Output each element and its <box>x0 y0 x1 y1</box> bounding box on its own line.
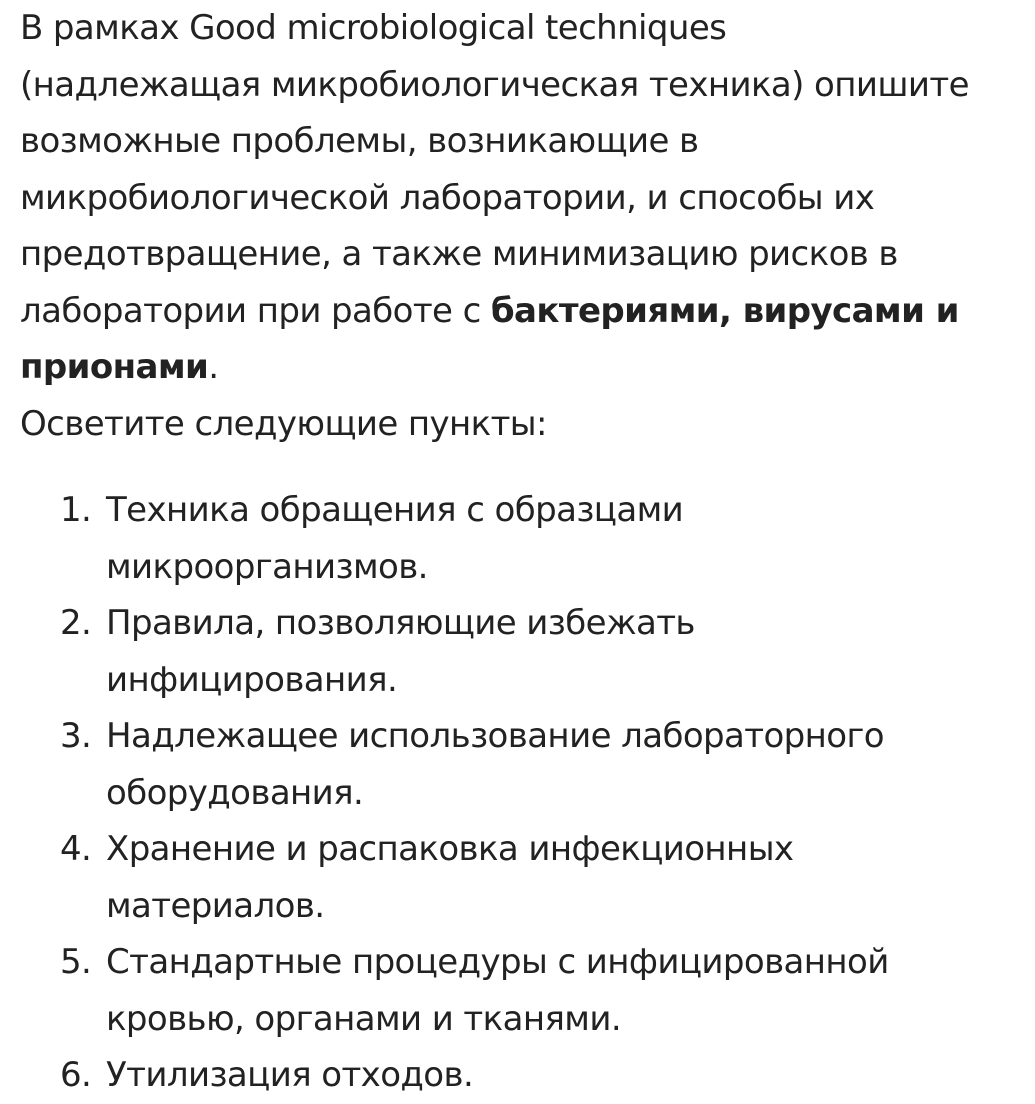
list-item-text: кровью, органами и тканями. <box>106 998 622 1039</box>
list-number: 4. <box>60 829 92 869</box>
task-paragraph <box>20 0 1025 396</box>
list-item <box>20 595 1025 708</box>
list-item <box>20 934 1025 1047</box>
list-number: 5. <box>60 942 92 982</box>
list-item-text: материалов. <box>106 885 325 926</box>
list-item-text: Хранение и распаковка инфекционных <box>106 829 794 869</box>
list-item-text: Техника обращения с образцами <box>106 490 684 530</box>
subheading: Осветите следующие пункты: <box>20 403 547 444</box>
intro-line: (надлежащая микробиологическая техника) опишите <box>20 64 969 105</box>
intro-line: микробиологической лаборатории, и способы их <box>20 177 875 218</box>
list-item <box>20 482 1025 595</box>
list-item <box>20 1047 1025 1104</box>
list-item-text: Стандартные процедуры с инфицированной <box>106 942 889 982</box>
emphasis-text: прионами <box>20 347 209 387</box>
intro-text: лаборатории при работе с <box>20 290 491 331</box>
intro-line <box>20 339 1025 396</box>
list-item-text: Правила, позволяющие избежать <box>106 603 695 643</box>
list-item <box>20 821 1025 934</box>
list-number: 2. <box>60 603 92 643</box>
intro-line: предотвращение, а также минимизацию рисков в <box>20 234 898 274</box>
list-number: 6. <box>60 1055 92 1095</box>
emphasis-text: бактериями, вирусами и <box>490 290 959 331</box>
intro-line <box>20 283 1025 340</box>
intro-line: В рамках Good microbiological techniques <box>20 8 727 48</box>
topic-list <box>20 482 1025 1104</box>
list-item-text: микроорганизмов. <box>106 546 428 587</box>
list-item-text: инфицирования. <box>106 659 398 700</box>
intro-line: возможные проблемы, возникающие в <box>20 121 699 161</box>
list-item <box>20 708 1025 821</box>
list-item-text: Надлежащее использование лабораторного <box>106 716 884 756</box>
intro-text: . <box>208 347 219 387</box>
list-item-text: Утилизация отходов. <box>106 1055 474 1095</box>
list-number: 3. <box>60 716 92 756</box>
list-item-text: оборудования. <box>106 772 364 813</box>
document-body <box>20 0 1025 1104</box>
list-number: 1. <box>60 490 92 530</box>
